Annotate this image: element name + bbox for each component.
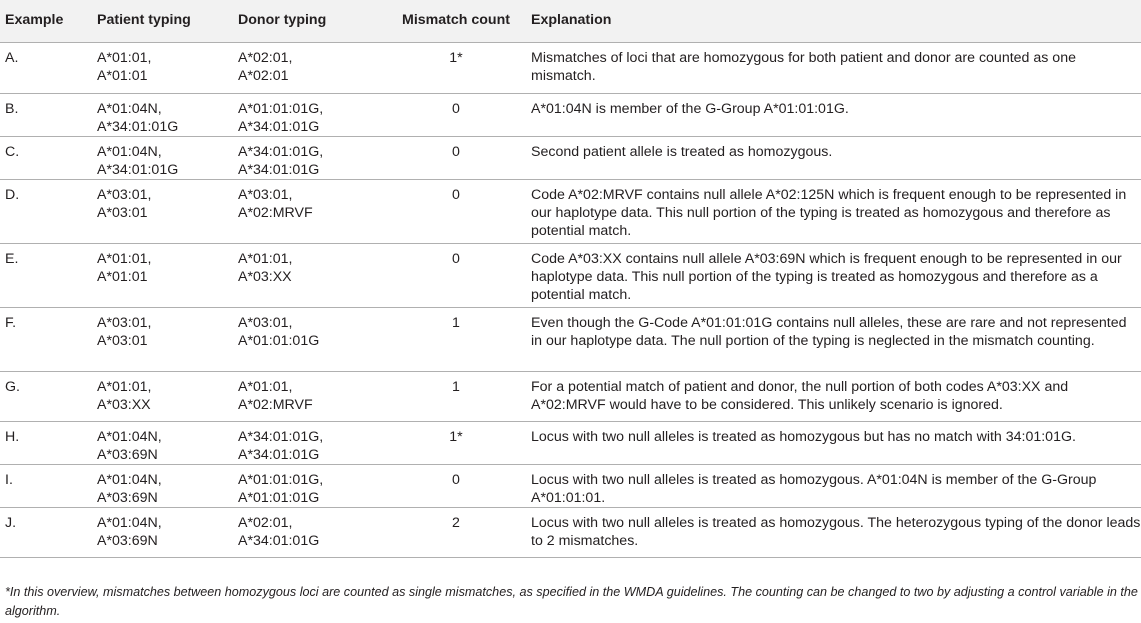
table-row — [0, 94, 1141, 137]
table-body — [0, 43, 1141, 558]
cell-example: B. — [0, 94, 97, 137]
cell-patient-typing — [97, 465, 238, 508]
table-row — [0, 508, 1141, 558]
patient-allele: A*01:04N, — [97, 429, 162, 445]
cell-mismatch-count: 0 — [381, 465, 531, 508]
header-row — [0, 0, 1141, 43]
cell-example: D. — [0, 180, 97, 244]
cell-patient-typing — [97, 43, 238, 94]
cell-donor-typing — [238, 94, 381, 137]
donor-allele: A*34:01:01G — [238, 533, 320, 549]
cell-patient-typing — [97, 137, 238, 180]
table-row — [0, 465, 1141, 508]
cell-donor-typing — [238, 308, 381, 372]
patient-allele: A*03:01, — [97, 187, 152, 203]
donor-allele: A*01:01:01G, — [238, 472, 324, 488]
cell-patient-typing — [97, 422, 238, 465]
cell-patient-typing — [97, 372, 238, 422]
cell-patient-typing — [97, 94, 238, 137]
donor-allele: A*01:01:01G — [238, 490, 320, 506]
patient-allele: A*03:01 — [97, 333, 148, 349]
cell-mismatch-count: 1* — [381, 43, 531, 94]
patient-allele: A*03:69N — [97, 490, 158, 506]
donor-allele: A*01:01:01G — [238, 333, 320, 349]
cell-mismatch-count: 1 — [381, 372, 531, 422]
cell-explanation: For a potential match of patient and donor, the null portion of both codes A*03:XX and A*02:MRVF would have to be considered. This unlikely scenario is ignored. — [531, 372, 1141, 422]
header-donor-typing: Donor typing — [238, 0, 381, 43]
cell-example: I. — [0, 465, 97, 508]
header-example: Example — [0, 0, 97, 43]
cell-patient-typing — [97, 508, 238, 558]
cell-explanation: A*01:04N is member of the G-Group A*01:01:01G. — [531, 94, 1141, 137]
cell-patient-typing — [97, 308, 238, 372]
cell-mismatch-count: 0 — [381, 180, 531, 244]
donor-allele: A*01:01:01G, — [238, 101, 324, 117]
patient-allele: A*03:XX — [97, 397, 151, 413]
patient-allele: A*01:04N, — [97, 515, 162, 531]
cell-patient-typing — [97, 180, 238, 244]
cell-mismatch-count: 2 — [381, 508, 531, 558]
cell-donor-typing — [238, 465, 381, 508]
cell-explanation: Second patient allele is treated as homozygous. — [531, 137, 1141, 180]
cell-example: A. — [0, 43, 97, 94]
patient-allele: A*03:69N — [97, 447, 158, 463]
patient-allele: A*34:01:01G — [97, 162, 179, 178]
table-footnote: *In this overview, mismatches between homozygous loci are counted as single mismatches, as specified in the WMDA guidelines. The counting can be changed to two by adjusting a control variable in the algorithm. — [5, 585, 1138, 618]
patient-allele: A*01:04N, — [97, 144, 162, 160]
cell-mismatch-count: 0 — [381, 244, 531, 308]
cell-example: F. — [0, 308, 97, 372]
cell-donor-typing — [238, 137, 381, 180]
donor-allele: A*01:01, — [238, 379, 293, 395]
cell-explanation: Mismatches of loci that are homozygous for both patient and donor are counted as one mismatch. — [531, 43, 1141, 94]
patient-allele: A*01:01, — [97, 251, 152, 267]
donor-allele: A*34:01:01G — [238, 447, 320, 463]
cell-example: G. — [0, 372, 97, 422]
table-row — [0, 244, 1141, 308]
donor-allele: A*01:01, — [238, 251, 293, 267]
cell-donor-typing — [238, 422, 381, 465]
donor-allele: A*34:01:01G, — [238, 429, 324, 445]
patient-allele: A*01:04N, — [97, 101, 162, 117]
cell-explanation: Even though the G-Code A*01:01:01G contains null alleles, these are rare and not represented in our haplotype data. The null portion of the typing is neglected in the mismatch counting. — [531, 308, 1141, 372]
patient-allele: A*01:01 — [97, 68, 148, 84]
table-row — [0, 308, 1141, 372]
donor-allele: A*02:MRVF — [238, 205, 313, 221]
patient-allele: A*03:69N — [97, 533, 158, 549]
cell-mismatch-count: 0 — [381, 137, 531, 180]
table-row — [0, 180, 1141, 244]
patient-allele: A*01:04N, — [97, 472, 162, 488]
patient-allele: A*03:01 — [97, 205, 148, 221]
donor-allele: A*02:01, — [238, 515, 293, 531]
cell-donor-typing — [238, 180, 381, 244]
cell-donor-typing — [238, 43, 381, 94]
cell-explanation: Locus with two null alleles is treated as homozygous. A*01:04N is member of the G-Group A*01:01:01. — [531, 465, 1141, 508]
cell-donor-typing — [238, 244, 381, 308]
patient-allele: A*01:01 — [97, 269, 148, 285]
cell-example: C. — [0, 137, 97, 180]
cell-explanation: Code A*03:XX contains null allele A*03:69N which is frequent enough to be represented in our haplotype data. This null portion of the typing is treated as homozygous and therefore as a potential match. — [531, 244, 1141, 308]
cell-example: E. — [0, 244, 97, 308]
cell-mismatch-count: 0 — [381, 94, 531, 137]
header-patient-typing: Patient typing — [97, 0, 238, 43]
table-row — [0, 422, 1141, 465]
donor-allele: A*03:01, — [238, 315, 293, 331]
patient-allele: A*01:01, — [97, 50, 152, 66]
donor-allele: A*03:XX — [238, 269, 292, 285]
patient-allele: A*03:01, — [97, 315, 152, 331]
donor-allele: A*02:01, — [238, 50, 293, 66]
patient-allele: A*34:01:01G — [97, 119, 179, 135]
table-row — [0, 372, 1141, 422]
cell-donor-typing — [238, 508, 381, 558]
donor-allele: A*34:01:01G — [238, 119, 320, 135]
table-row — [0, 43, 1141, 94]
cell-example: J. — [0, 508, 97, 558]
donor-allele: A*03:01, — [238, 187, 293, 203]
header-explanation: Explanation — [531, 0, 1141, 43]
cell-mismatch-count: 1* — [381, 422, 531, 465]
donor-allele: A*02:MRVF — [238, 397, 313, 413]
cell-explanation: Locus with two null alleles is treated as homozygous. The heterozygous typing of the donor leads to 2 mismatches. — [531, 508, 1141, 558]
cell-explanation: Locus with two null alleles is treated as homozygous but has no match with 34:01:01G. — [531, 422, 1141, 465]
cell-example: H. — [0, 422, 97, 465]
cell-mismatch-count: 1 — [381, 308, 531, 372]
cell-donor-typing — [238, 372, 381, 422]
patient-allele: A*01:01, — [97, 379, 152, 395]
cell-patient-typing — [97, 244, 238, 308]
donor-allele: A*34:01:01G, — [238, 144, 324, 160]
header-mismatch-count: Mismatch count — [381, 0, 531, 43]
donor-allele: A*02:01 — [238, 68, 289, 84]
table-row — [0, 137, 1141, 180]
cell-explanation: Code A*02:MRVF contains null allele A*02:125N which is frequent enough to be represented in our haplotype data. This null portion of the typing is treated as homozygous and therefore as potential match. — [531, 180, 1141, 244]
donor-allele: A*34:01:01G — [238, 162, 320, 178]
